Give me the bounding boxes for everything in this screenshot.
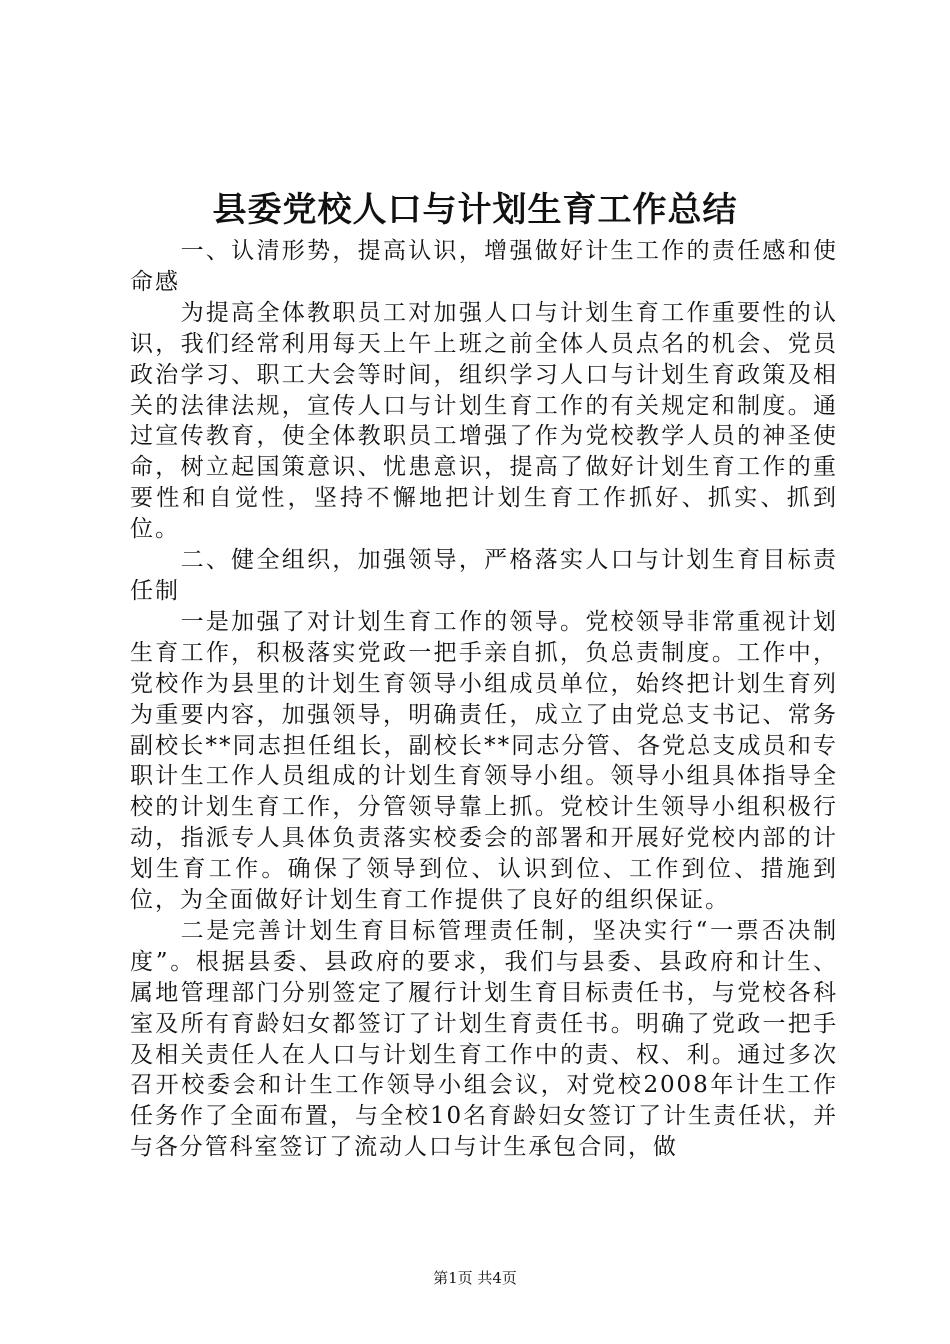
section-heading-2: 二、健全组织，加强领导，严格落实人口与计划生育目标责任制 bbox=[130, 547, 838, 604]
document-body bbox=[130, 236, 838, 1163]
section-heading-1: 一、认清形势，提高认识，增强做好计生工作的责任感和使命感 bbox=[130, 238, 838, 295]
body-paragraph-3: 二是完善计划生育目标管理责任制，坚决实行“一票否决制度”。根据县委、县政府的要求，我们与县委、县政府和计生、属地管理部门分别签定了履行计划生育目标责任书，与党校各科室及所有育龄妇女都签订了计划生育责任书。明确了党政一把手及相关责任人在人口与计划生育工作中的责、权、利。通过多次召开校委会和计生工作领导小组会议，对党校2008年计生工作任务作了全面布置，与全校10名育龄妇女签订了计生责任状，并与各分管科室签订了流动人口与计生承包合同，做 bbox=[130, 917, 838, 1161]
document-title: 县委党校人口与计划生育工作总结 bbox=[212, 190, 738, 230]
page-footer: 第1页 共4页 bbox=[433, 1269, 517, 1287]
body-paragraph-1: 为提高全体教职员工对加强人口与计划生育工作重要性的认识，我们经常利用每天上午上班之前全体人员点名的机会、党员政治学习、职工大会等时间，组织学习人口与计划生育政策及相关的法律法规，宣传人口与计划生育工作的有关规定和制度。通过宣传教育，使全体教职员工增强了作为党校教学人员的神圣使命，树立起国策意识、忧患意识，提高了做好计划生育工作的重要性和自觉性，坚持不懈地把计划生育工作抓好、抓实、抓到位。 bbox=[130, 299, 838, 543]
body-paragraph-2: 一是加强了对计划生育工作的领导。党校领导非常重视计划生育工作，积极落实党政一把手亲自抓，负总责制度。工作中，党校作为县里的计划生育领导小组成员单位，始终把计划生育列为重要内容，加强领导，明确责任，成立了由党总支书记、常务副校长**同志担任组长，副校长**同志分管、各党总支成员和专职计生工作人员组成的计划生育领导小组。领导小组具体指导全校的计划生育工作，分管领导靠上抓。党校计生领导小组积极行动，指派专人具体负责落实校委会的部署和开展好党校内部的计划生育工作。确保了领导到位、认识到位、工作到位、措施到位，为全面做好计划生育工作提供了良好的组织保证。 bbox=[130, 608, 838, 914]
